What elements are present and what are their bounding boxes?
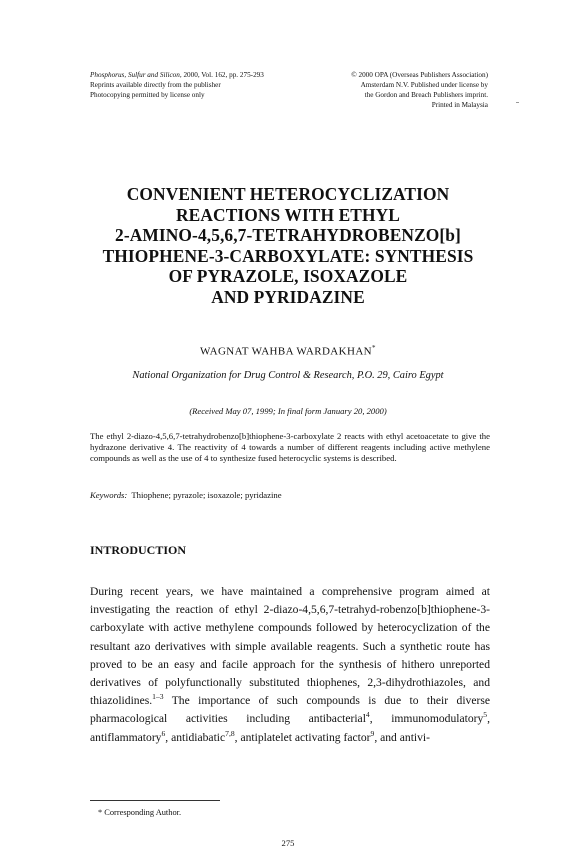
imprint-line: the Gordon and Breach Publishers imprint.: [364, 91, 488, 99]
photocopying-note: Photocopying permitted by license only: [90, 91, 205, 99]
reference: 7,8: [225, 728, 235, 738]
received-dates: (Received May 07, 1999; In final form January 20, 2000): [189, 406, 387, 416]
keywords-text: Thiophene; pyrazole; isoxazole; pyridazine: [131, 490, 282, 500]
printed-line: Printed in Malaysia: [431, 101, 488, 109]
journal-name: Phosphorus, Sulfur and Silicon,: [90, 71, 182, 79]
citation: 2000, Vol. 162, pp. 275-293: [183, 71, 264, 79]
author-name: WAGNAT WAHBA WARDAKHAN: [200, 345, 373, 358]
title-line: AND PYRIDAZINE: [211, 286, 365, 307]
body-text: , antiflammatory: [90, 712, 490, 744]
title-line: REACTIONS WITH ETHYL: [176, 204, 400, 225]
title-line: 2-AMINO-4,5,6,7-TETRAHYDROBENZO[b]: [115, 225, 461, 246]
body-text: , antidiabatic: [165, 730, 226, 744]
keywords-label: Keywords:: [90, 490, 128, 500]
abstract: The ethyl 2-diazo-4,5,6,7-tetrahydrobenzo[b]thiophene-3-carboxylate 2 reacts with ethyl acetoacetate to give the hydrazone derivative 4. The reactivity of 4 towards a number of different reagents including active methylene compounds as well as the use of 4 to synthesize fused heterocyclic systems is described.: [90, 431, 490, 463]
copyright-line: © 2000 OPA (Overseas Publishers Association): [351, 71, 488, 79]
reference: 6: [161, 728, 166, 738]
scan-mark: [516, 102, 519, 103]
section-heading: INTRODUCTION: [90, 543, 187, 557]
header-right: [330, 70, 488, 110]
body-text: During recent years, we have maintained a comprehensive program aimed at investigating the reaction of ethyl 2-diazo-4,5,6,7-tetrahyd-robenzo[b]thiophene-3-carboxylate with active methylene compounds followed by heterocyclization of the resultant azo derivatives with simple available reagents. Such a synthetic route has proved to be an easy and facile approach for the synthesis of hithero unreported derivatives of polyfunctionally substituted thiophenes, 2,3-dihydrothiazoles, and thiazolidines.: [90, 585, 490, 708]
reference: 5: [483, 710, 488, 720]
title-line: THIOPHENE-3-CARBOXYLATE: SYNTHESIS: [102, 245, 474, 266]
keywords: [90, 490, 490, 500]
affiliation: National Organization for Drug Control & Research, P.O. 29, Cairo Egypt: [132, 370, 444, 381]
body-paragraph: [90, 583, 490, 747]
reprints-note: Reprints available directly from the publisher: [90, 81, 221, 89]
body-text: , immunomodulatory: [369, 712, 484, 726]
title-line: CONVENIENT HETEROCYCLIZATION: [126, 184, 450, 204]
header-left: [90, 70, 330, 100]
footnote: * Corresponding Author.: [98, 808, 182, 817]
reference: 4: [365, 710, 370, 720]
author: [60, 344, 516, 358]
body-text: , and antivi-: [374, 730, 431, 744]
footnote-rule: [90, 800, 220, 801]
page-number: 275: [281, 838, 295, 848]
publisher-line: Amsterdam N.V. Published under license by: [360, 81, 488, 89]
body-text: , antiplatelet activating factor: [234, 730, 371, 744]
reference: 1–3: [152, 692, 164, 702]
author-mark: *: [372, 344, 376, 352]
header-citation-line: [90, 70, 330, 80]
paper-title: [60, 184, 516, 308]
body-text: The importance of such compounds is due to their diverse pharmacological activities including antibacterial: [90, 694, 490, 726]
title-line: OF PYRAZOLE, ISOXAZOLE: [168, 266, 408, 287]
reference: 9: [370, 728, 375, 738]
